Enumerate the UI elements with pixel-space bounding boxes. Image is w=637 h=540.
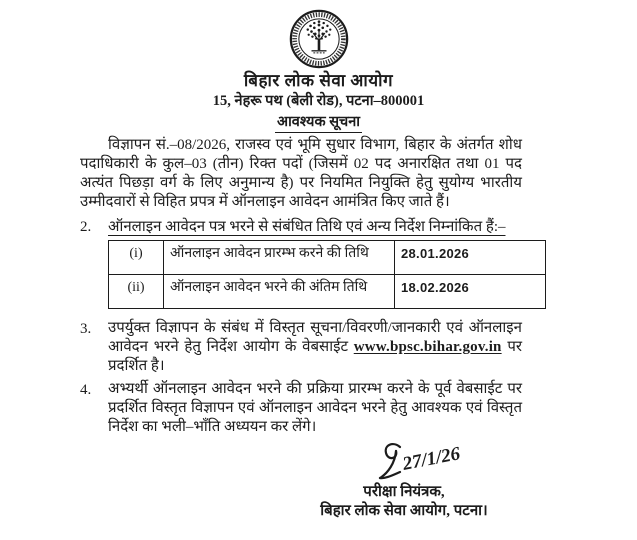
org-name: बिहार लोक सेवा आयोग	[243, 71, 394, 90]
signature-block	[288, 437, 520, 521]
notice-heading: आवश्यक सूचना	[275, 113, 362, 133]
signatory-org: बिहार लोक सेवा आयोग, पटना।	[320, 503, 488, 519]
item-3-text-after: पर प्रदर्शित है।	[108, 339, 522, 374]
document-body	[80, 136, 522, 521]
item-3-number: 3.	[80, 321, 92, 337]
item-4-number: 4.	[80, 382, 92, 398]
signature-scribble	[374, 437, 502, 483]
org-address: 15, नेहरू पथ (बेली रोड), पटना–800001	[212, 93, 425, 109]
table-cell-sn: (ii)	[109, 275, 164, 309]
intro-paragraph: विज्ञापन सं.–08/2026, राजस्व एवं भूमि सुधार विभाग, बिहार के अंतर्गत शोध पदाधिकारी के कुल–03 (तीन) रिक्त पदों (जिसमें 02 पद अनारक्षित तथा 01 पद अत्यंत पिछड़ा वर्ग के लिए अनुमान्य है) पर नियमित नियुक्ति हेतु सुयोग्य भारतीय उम्मीदवारों से विहित प्रपत्र में ऑनलाइन आवेदन आमंत्रित किए जाते हैं।	[80, 137, 522, 210]
table-cell-date: 18.02.2026	[395, 275, 546, 309]
item-3-text	[108, 319, 522, 376]
schedule-table	[108, 240, 546, 309]
item-2	[80, 217, 522, 238]
table-cell-date: 28.01.2026	[395, 241, 546, 275]
item-2-number: 2.	[80, 219, 92, 235]
table-cell-label: ऑनलाइन आवेदन प्रारम्भ करने की तिथि	[164, 241, 395, 275]
item-3-text-before: उपर्युक्त विज्ञापन के संबंध में विस्तृत सूचना/विवरणी/जानकारी एवं ऑनलाइन आवेदन भरने हेतु निर्देश आयोग के वेबसाईट	[108, 320, 522, 355]
item-3	[80, 319, 522, 376]
table-row	[109, 241, 546, 275]
signature-date-note: 27/1/26	[400, 443, 462, 475]
bpsc-seal-icon	[289, 9, 349, 69]
signatory-designation: परीक्षा नियंत्रक,	[363, 484, 445, 500]
table-cell-label: ऑनलाइन आवेदन भरने की अंतिम तिथि	[164, 275, 395, 309]
item-4	[80, 380, 522, 437]
website-link: www.bpsc.bihar.gov.in	[353, 339, 502, 355]
item-4-text: अभ्यर्थी ऑनलाइन आवेदन भरने की प्रक्रिया प्रारम्भ करने के पूर्व वेबसाईट पर प्रदर्शित विस्तृत विज्ञापन एवं ऑनलाइन आवेदन भरने हेतु आवश्यक एवं विस्तृत निर्देश का भली–भाँति अध्ययन कर लेंगे।	[108, 381, 522, 435]
table-cell-sn: (i)	[109, 241, 164, 275]
table-row	[109, 275, 546, 309]
item-2-text: ऑनलाइन आवेदन पत्र भरने से संबंधित तिथि एवं अन्य निर्देश निम्नांकित हैं:–	[108, 219, 506, 235]
document-header	[0, 0, 637, 133]
